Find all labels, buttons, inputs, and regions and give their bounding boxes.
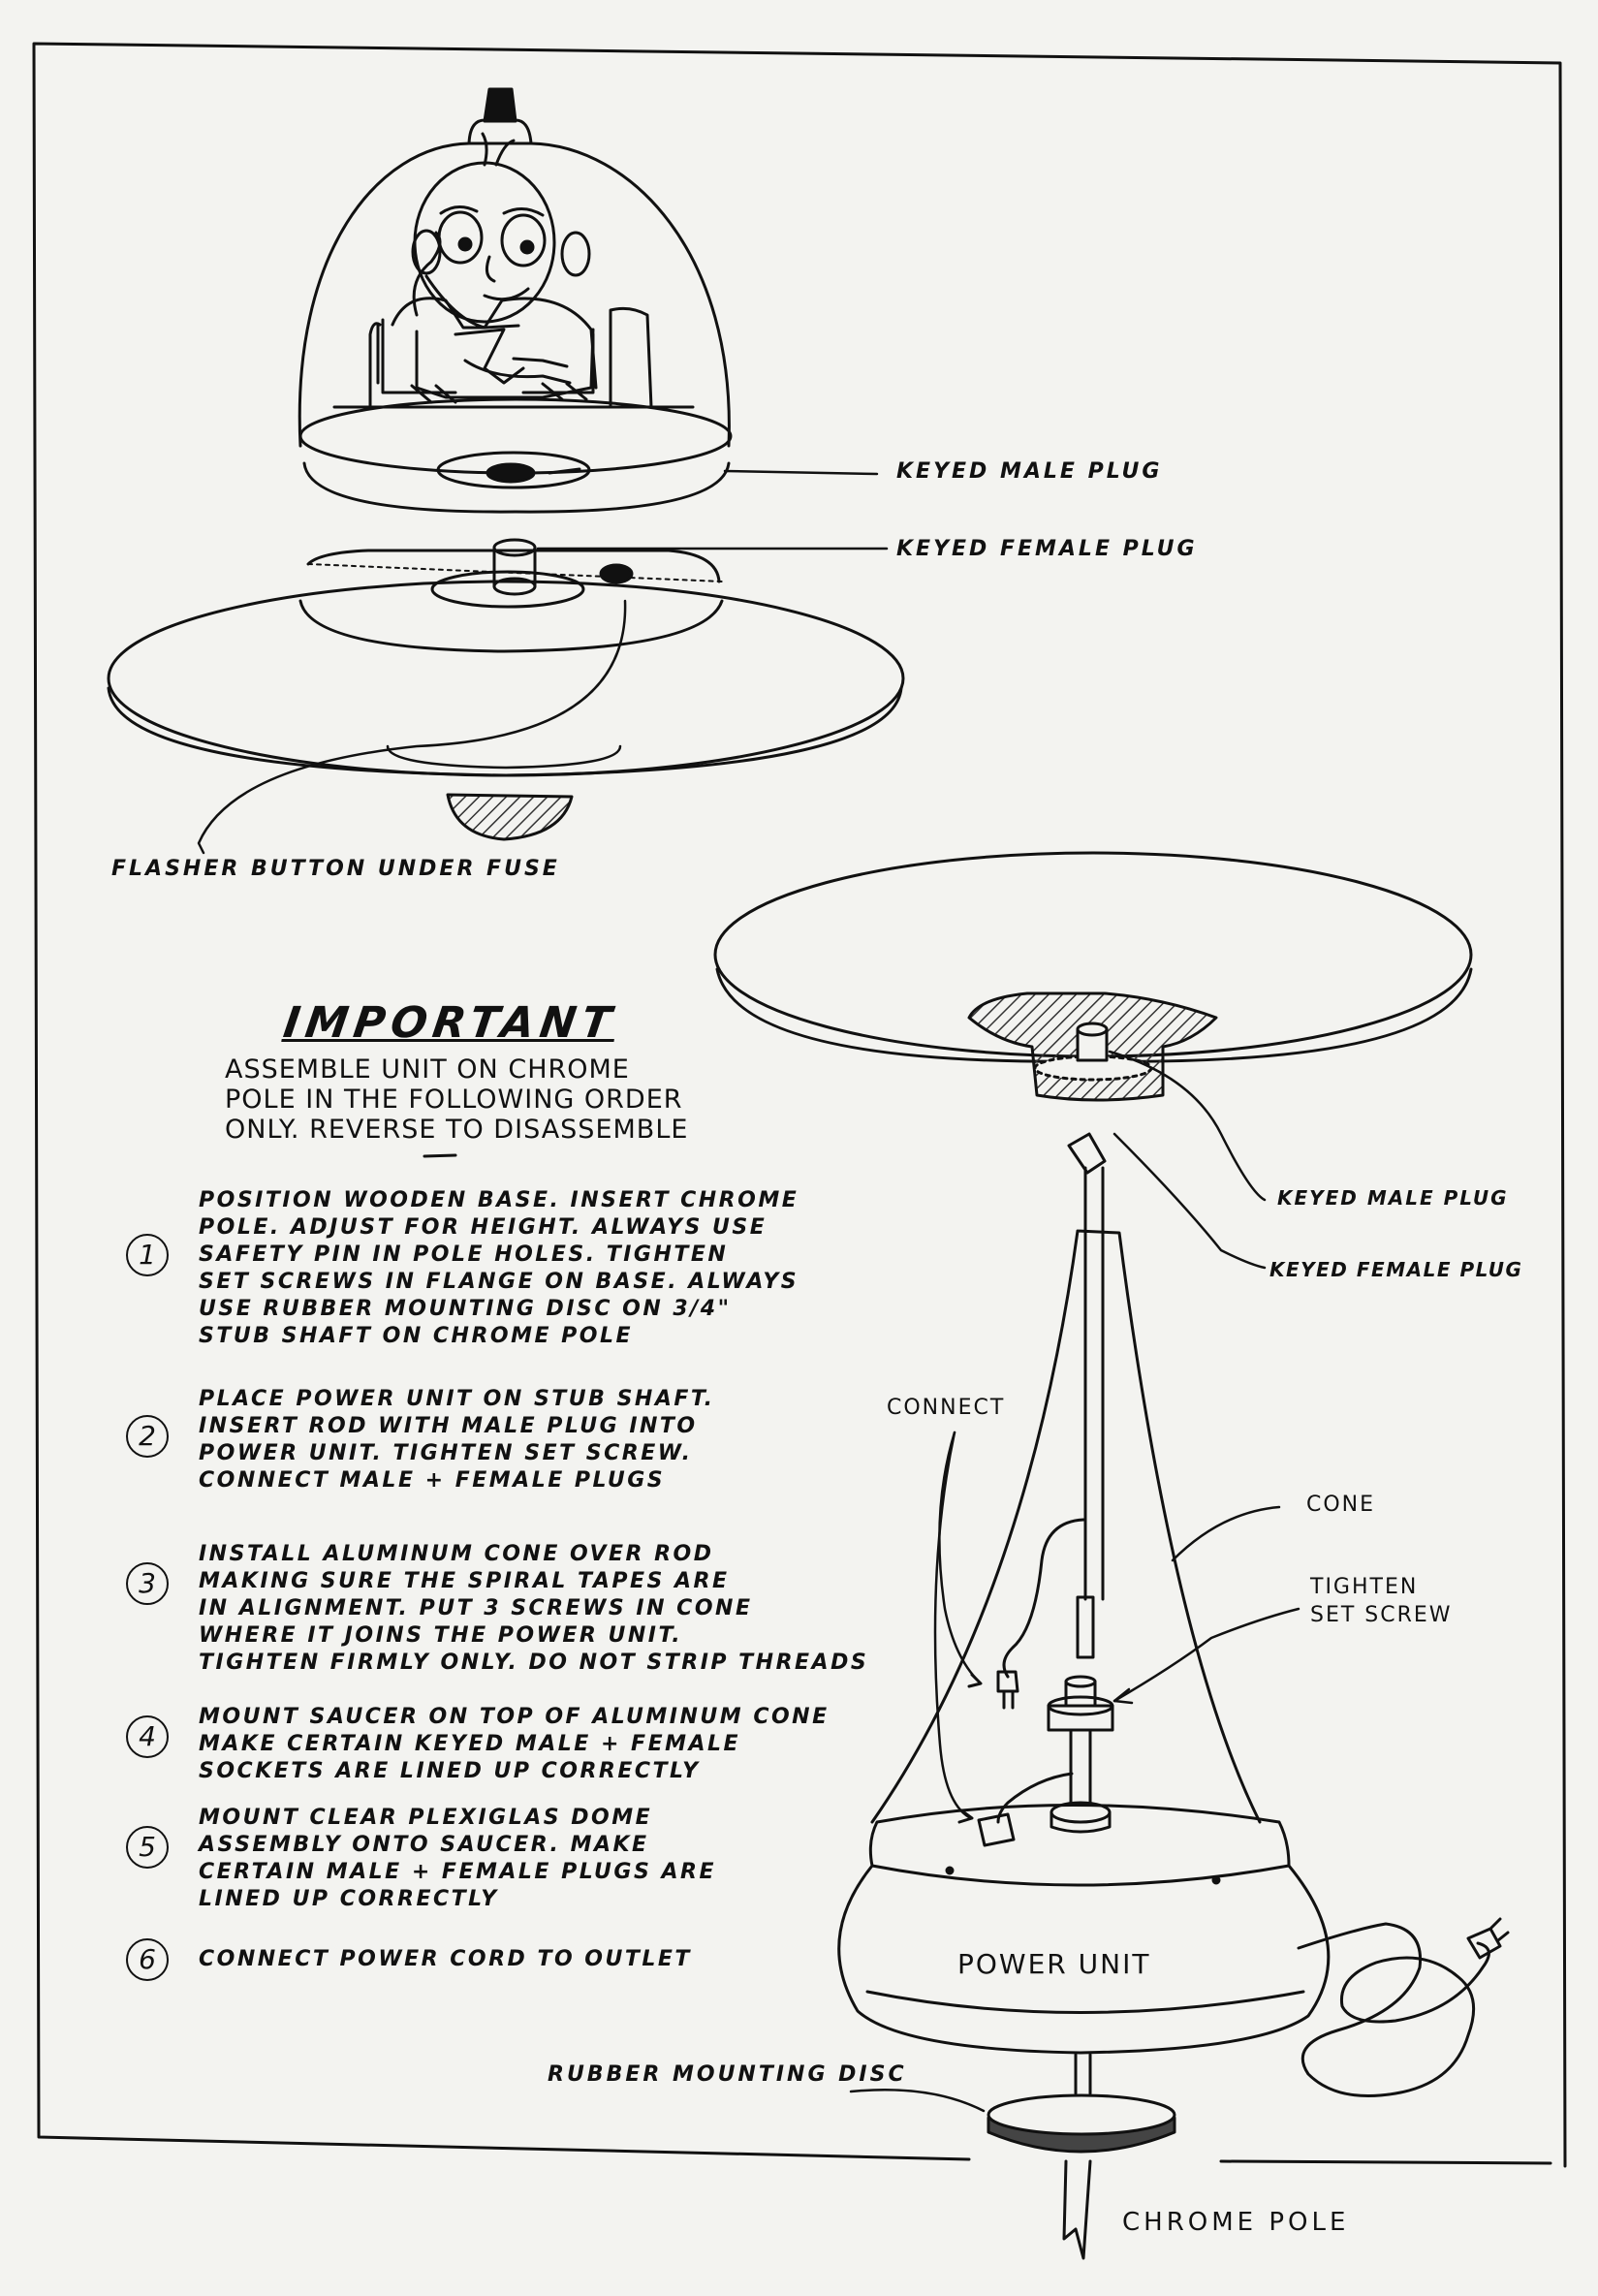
step-number: 6 <box>126 1938 169 1981</box>
instructions-intro <box>225 1054 845 1145</box>
leader-cone <box>1173 1507 1279 1560</box>
label-tighten: TIGHTEN <box>1310 1575 1419 1599</box>
step-text <box>199 1946 692 1973</box>
step-line: MAKE CERTAIN KEYED MALE + FEMALE <box>199 1732 741 1756</box>
step-number: 5 <box>126 1826 169 1869</box>
label-keyed-female-plug-top: KEYED FEMALE PLUG <box>896 537 1198 561</box>
leader-connect <box>939 1432 979 1682</box>
power-unit <box>839 1806 1329 2054</box>
step-line: POWER UNIT. TIGHTEN SET SCREW. <box>199 1441 693 1465</box>
rod-cable <box>1004 1520 1083 1677</box>
instructions-title: IMPORTANT <box>280 998 620 1048</box>
saucer-disc <box>109 582 903 775</box>
rod-assembly <box>839 1134 1508 2258</box>
step-line: INSTALL ALUMINUM CONE OVER ROD <box>199 1542 714 1566</box>
step-line: CONNECT POWER CORD TO OUTLET <box>199 1947 692 1971</box>
step-line: MOUNT CLEAR PLEXIGLAS DOME <box>199 1806 653 1830</box>
step-line: MOUNT SAUCER ON TOP OF ALUMINUM CONE <box>199 1705 830 1729</box>
leader-rubber-disc <box>851 2090 984 2111</box>
step-line: INSERT ROD WITH MALE PLUG INTO <box>199 1414 698 1438</box>
step-number: 1 <box>126 1234 169 1276</box>
intro-line: POLE IN THE FOLLOWING ORDER <box>225 1085 683 1115</box>
step-line: SAFETY PIN IN POLE HOLES. TIGHTEN <box>199 1242 729 1267</box>
step-number: 3 <box>126 1562 169 1605</box>
intro-line: ONLY. REVERSE TO DISASSEMBLE <box>225 1115 689 1145</box>
rod-tip <box>1069 1134 1105 1173</box>
flasher-button <box>601 565 632 582</box>
dome-collar <box>469 120 531 143</box>
step-line: USE RUBBER MOUNTING DISC ON 3/4" <box>199 1297 732 1321</box>
label-set-screw: SET SCREW <box>1310 1603 1453 1627</box>
saucer-hub <box>448 795 572 839</box>
dome-assembly <box>299 89 877 512</box>
step-line: POLE. ADJUST FOR HEIGHT. ALWAYS USE <box>199 1215 768 1240</box>
beacon-light-cap <box>485 89 516 121</box>
label-keyed-male-plug-side: KEYED MALE PLUG <box>1277 1186 1509 1210</box>
label-keyed-male-plug-top: KEYED MALE PLUG <box>896 459 1163 484</box>
step-number: 4 <box>126 1715 169 1758</box>
step-line: WHERE IT JOINS THE POWER UNIT. <box>199 1623 683 1648</box>
step-number: 2 <box>126 1415 169 1458</box>
label-connect: CONNECT <box>887 1396 1006 1420</box>
step-text <box>199 1386 715 1494</box>
step-text <box>199 1704 830 1785</box>
intro-line: ASSEMBLE UNIT ON CHROME <box>225 1054 630 1085</box>
female-plug <box>979 1814 1014 1845</box>
power-plug <box>1468 1919 1508 1958</box>
label-chrome-pole: CHROME POLE <box>1122 2208 1350 2237</box>
label-power-unit: POWER UNIT <box>957 1948 1151 1980</box>
label-keyed-female-plug-side: KEYED FEMALE PLUG <box>1269 1258 1523 1281</box>
step-line: TIGHTEN FIRMLY ONLY. DO NOT STRIP THREADS <box>199 1651 869 1675</box>
step-line: CERTAIN MALE + FEMALE PLUGS ARE <box>199 1860 716 1884</box>
keyed-male-plug-top <box>487 464 534 482</box>
step-line: IN ALIGNMENT. PUT 3 SCREWS IN CONE <box>199 1596 753 1620</box>
saucer-top <box>109 540 903 853</box>
step-line: POSITION WOODEN BASE. INSERT CHROME <box>199 1188 799 1212</box>
label-flasher-button: FLASHER BUTTON UNDER FUSE <box>111 857 560 881</box>
step-line: LINED UP CORRECTLY <box>199 1887 499 1911</box>
set-screw-collar <box>1049 1706 1112 1730</box>
dome-rim <box>300 399 731 473</box>
step-text <box>199 1187 799 1350</box>
stub-shaft <box>1076 2055 1090 2093</box>
label-rubber-mounting-disc: RUBBER MOUNTING DISC <box>548 2062 907 2087</box>
step-line: CONNECT MALE + FEMALE PLUGS <box>199 1468 666 1493</box>
step-line: SET SCREWS IN FLANGE ON BASE. ALWAYS <box>199 1270 799 1294</box>
step-line: ASSEMBLY ONTO SAUCER. MAKE <box>199 1833 649 1857</box>
step-line: SOCKETS ARE LINED UP CORRECTLY <box>199 1759 701 1783</box>
leader-keyed-male-plug-top <box>725 471 877 474</box>
step-text <box>199 1541 868 1677</box>
step-line: MAKING SURE THE SPIRAL TAPES ARE <box>199 1569 730 1593</box>
step-text <box>199 1805 716 1913</box>
step-line: STUB SHAFT ON CHROME POLE <box>199 1324 634 1348</box>
step-line: PLACE POWER UNIT ON STUB SHAFT. <box>199 1387 715 1411</box>
chrome-pole <box>1064 2161 1090 2258</box>
label-cone: CONE <box>1306 1493 1376 1517</box>
leader-keyed-female-plug-side <box>1114 1134 1265 1268</box>
aluminum-cone <box>872 1231 1260 1822</box>
